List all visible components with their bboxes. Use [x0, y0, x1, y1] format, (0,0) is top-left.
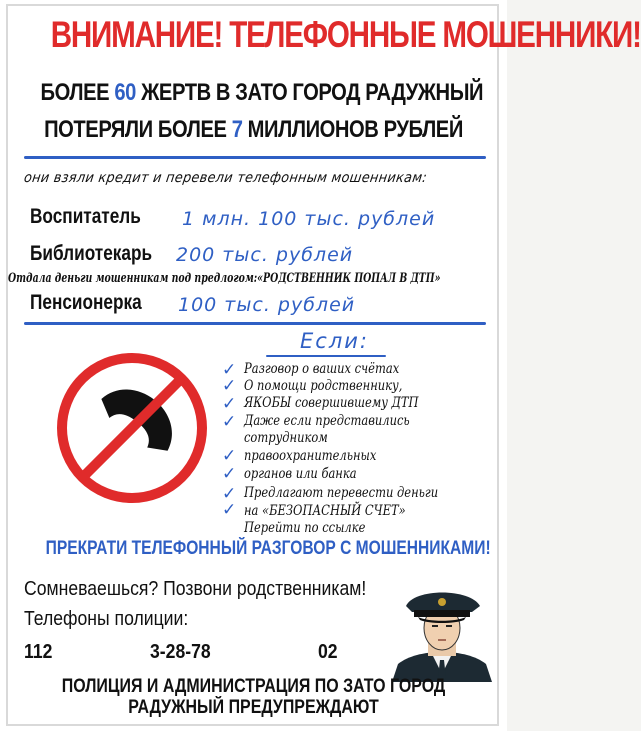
headline-text: МИЛЛИОНОВ РУБЛЕЙ — [242, 116, 463, 143]
phone-number: 112 — [24, 641, 53, 663]
condition-item: О помощи родственнику, — [244, 378, 403, 394]
headline-text: БОЛЕЕ — [40, 79, 115, 106]
check-icon: ✓ — [222, 394, 237, 414]
condition-item: Перейти по ссылке — [244, 520, 366, 536]
victim-role: Воспитатель — [30, 205, 141, 228]
divider — [24, 156, 486, 159]
condition-item: правоохранительных — [244, 448, 377, 464]
victim-role: Библиотекарь — [30, 242, 153, 265]
if-heading: Если: — [300, 329, 369, 353]
check-icon: ✓ — [222, 500, 237, 520]
headline-line-1 — [40, 79, 484, 107]
victim-amount: 1 млн. 100 тыс. рублей — [182, 208, 436, 230]
phone-number: 3-28-78 — [150, 641, 211, 663]
headline-line-2 — [41, 116, 467, 144]
condition-item: Даже если представились — [244, 413, 410, 429]
headline-text: ПОТЕРЯЛИ БОЛЕЕ — [44, 116, 232, 143]
police-phones-title: Телефоны полиции: — [24, 608, 189, 630]
police-officer-icon — [388, 582, 496, 682]
phone-number: 02 — [318, 641, 338, 663]
victim-role: Пенсионерка — [30, 291, 142, 314]
check-icon: ✓ — [222, 360, 237, 380]
victims-count: 60 — [114, 79, 136, 106]
check-icon: ✓ — [222, 446, 237, 466]
intro-text: они взяли кредит и перевели телефонным мошенникам: — [22, 170, 428, 186]
check-icon: ✓ — [222, 412, 237, 432]
divider — [24, 322, 486, 325]
poster-title: ВНИМАНИЕ! ТЕЛЕФОННЫЕ МОШЕННИКИ! — [50, 14, 641, 55]
condition-item: на «БЕЗОПАСНЫЙ СЧЕТ» — [244, 503, 406, 519]
call-relatives-text: Сомневаешься? Позвони родственникам! — [24, 578, 367, 600]
check-icon: ✓ — [222, 376, 237, 396]
check-icon: ✓ — [222, 484, 237, 504]
no-phone-icon — [52, 348, 212, 508]
condition-item: Разговор о ваших счётах — [244, 361, 400, 377]
loss-total: 7 — [231, 116, 243, 143]
headline-text: ЖЕРТВ В ЗАТО ГОРОД РАДУЖНЫЙ — [135, 79, 484, 106]
if-underline — [266, 355, 386, 357]
condition-item: органов или банка — [244, 466, 357, 482]
stop-call-slogan: ПРЕКРАТИ ТЕЛЕФОННЫЙ РАЗГОВОР С МОШЕННИКАМИ! — [45, 538, 491, 559]
condition-item: сотрудником — [244, 430, 328, 446]
overlay-note: Отдала деньги мошенникам под предлогом:«РОДСТВЕННИК ПОПАЛ В ДТП» — [8, 271, 441, 286]
footer-line-2: РАДУЖНЫЙ ПРЕДУПРЕЖДАЮТ — [128, 697, 379, 718]
victim-amount: 200 тыс. рублей — [176, 244, 354, 266]
footer-line-1: ПОЛИЦИЯ И АДМИНИСТРАЦИЯ ПО ЗАТО ГОРОД — [61, 676, 446, 697]
victim-amount: 100 тыс. рублей — [178, 294, 356, 316]
condition-item: ЯКОБЫ совершившему ДТП — [244, 395, 419, 411]
check-icon: ✓ — [222, 464, 237, 484]
condition-item: Предлагают перевести деньги — [244, 485, 439, 501]
